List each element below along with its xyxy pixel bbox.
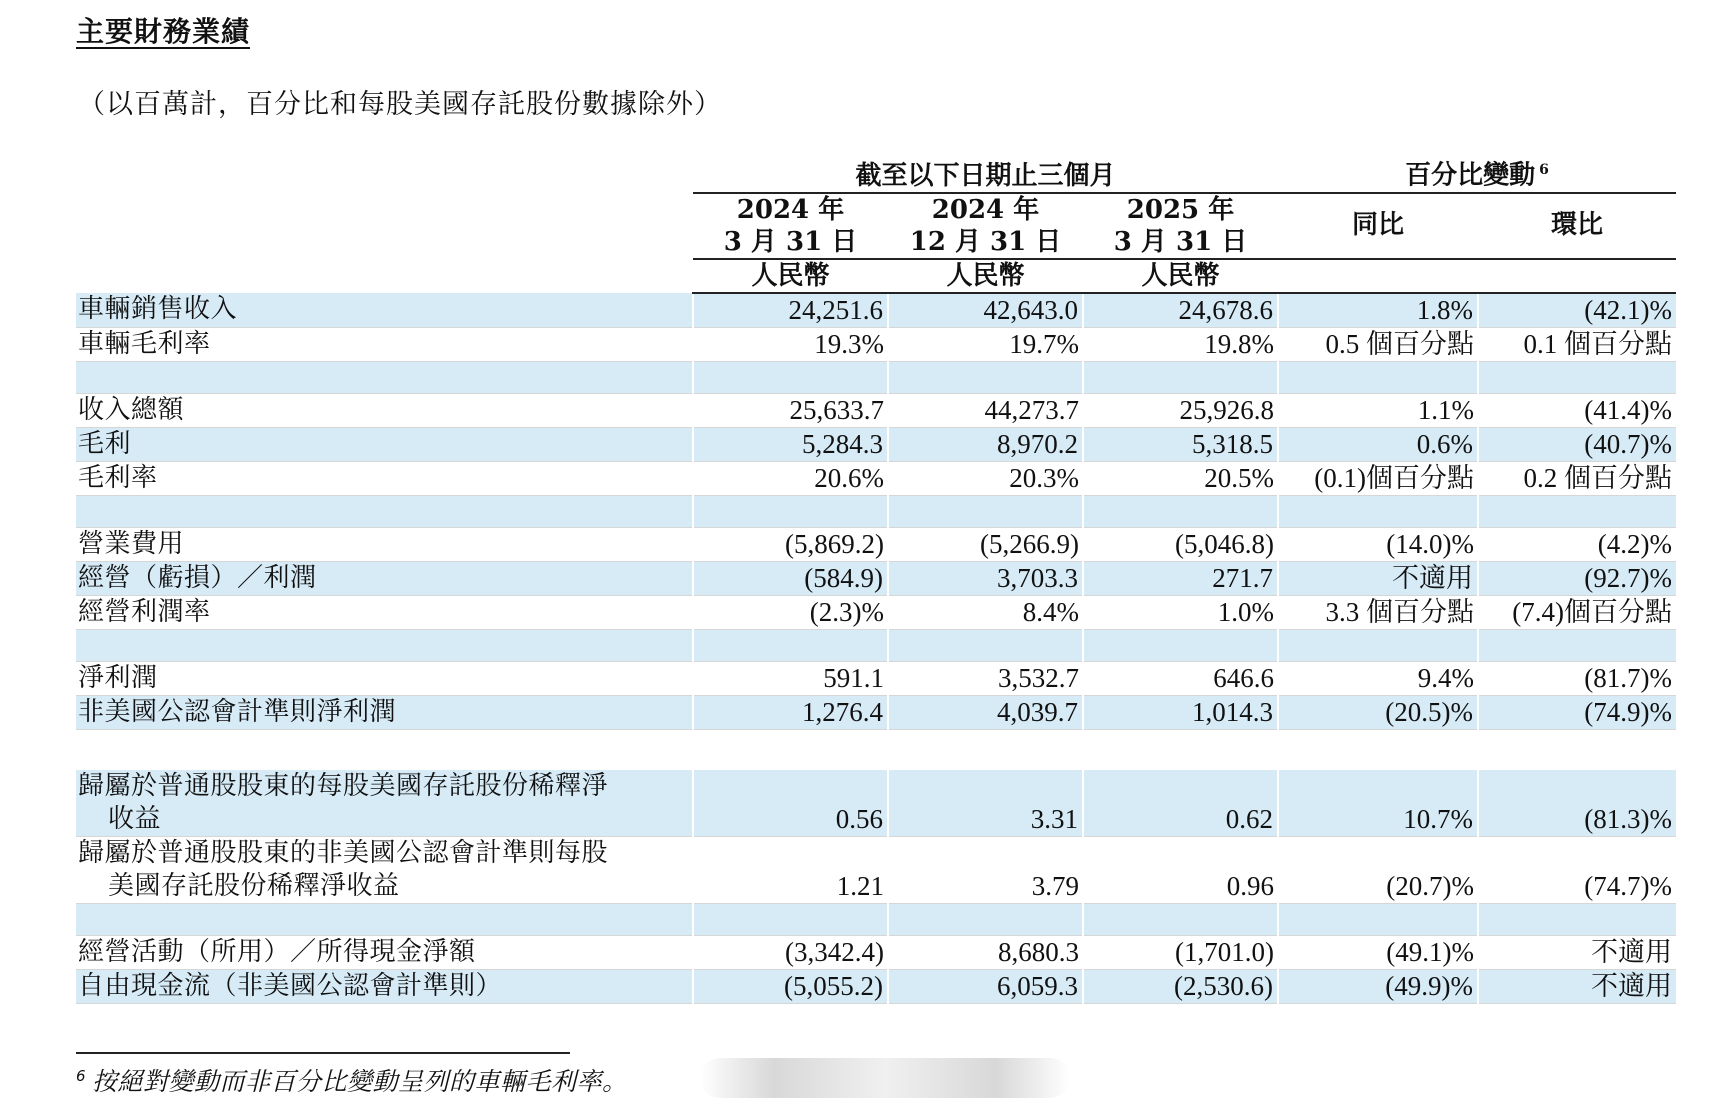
cell-value: 25,633.7 bbox=[693, 393, 888, 427]
cell-value: (5,869.2) bbox=[693, 527, 888, 561]
cell-yoy: 3.3 個百分點 bbox=[1278, 595, 1478, 629]
cell-qoq: (41.4)% bbox=[1478, 393, 1676, 427]
footnote-marker: 6 bbox=[76, 1066, 87, 1085]
cell-yoy: (0.1)個百分點 bbox=[1278, 461, 1478, 495]
header-currency-3: 人民幣 bbox=[1083, 259, 1278, 293]
row-label: 經營利潤率 bbox=[76, 595, 693, 629]
row-label: 淨利潤 bbox=[76, 661, 693, 695]
header-three-months: 截至以下日期止三個月 bbox=[693, 155, 1278, 193]
cell-yoy: 0.5 個百分點 bbox=[1278, 327, 1478, 361]
cell-qoq: (40.7)% bbox=[1478, 427, 1676, 461]
cell-value: 6,059.3 bbox=[888, 969, 1083, 1003]
header-period-row bbox=[76, 193, 1676, 259]
page-title: 主要財務業績 bbox=[76, 15, 251, 48]
cell-qoq: (92.7)% bbox=[1478, 561, 1676, 595]
cell-value: 20.5% bbox=[1083, 461, 1278, 495]
cell-qoq: (81.3)% bbox=[1478, 770, 1676, 837]
cell-value: 1,276.4 bbox=[693, 695, 888, 729]
cell-value: 20.3% bbox=[888, 461, 1083, 495]
header-period-1: 2024 年 3 月 31 日 bbox=[693, 193, 888, 259]
row-label: 營業費用 bbox=[76, 527, 693, 561]
cell-qoq: (81.7)% bbox=[1478, 661, 1676, 695]
row-label: 經營（虧損）／利潤 bbox=[76, 561, 693, 595]
cell-value: 8,970.2 bbox=[888, 427, 1083, 461]
header-currency-1: 人民幣 bbox=[693, 259, 888, 293]
cell-qoq: (4.2)% bbox=[1478, 527, 1676, 561]
row-label: 車輛銷售收入 bbox=[76, 293, 693, 328]
cell-value: (5,046.8) bbox=[1083, 527, 1278, 561]
cell-value: (1,701.0) bbox=[1083, 935, 1278, 969]
spacer-row bbox=[76, 361, 1676, 393]
cell-value: 8,680.3 bbox=[888, 935, 1083, 969]
cell-value: 0.96 bbox=[1083, 836, 1278, 903]
table-row bbox=[76, 427, 1676, 461]
cell-qoq: 0.2 個百分點 bbox=[1478, 461, 1676, 495]
table-row bbox=[76, 327, 1676, 361]
table-row bbox=[76, 595, 1676, 629]
cell-yoy: (20.5)% bbox=[1278, 695, 1478, 729]
cell-value: 19.3% bbox=[693, 327, 888, 361]
header-qoq: 環比 bbox=[1478, 193, 1676, 259]
cell-value: 1.0% bbox=[1083, 595, 1278, 629]
cell-value: 24,251.6 bbox=[693, 293, 888, 328]
cell-value: 5,318.5 bbox=[1083, 427, 1278, 461]
cell-value: 591.1 bbox=[693, 661, 888, 695]
cell-value: 20.6% bbox=[693, 461, 888, 495]
cell-qoq: (74.9)% bbox=[1478, 695, 1676, 729]
row-label: 歸屬於普通股股東的每股美國存託股份稀釋淨 收益 bbox=[76, 770, 693, 837]
cell-value: 25,926.8 bbox=[1083, 393, 1278, 427]
cell-value: 3.79 bbox=[888, 836, 1083, 903]
cell-yoy: 0.6% bbox=[1278, 427, 1478, 461]
header-pct-change: 百分比變動 $^6$ bbox=[1278, 155, 1676, 193]
cell-qoq: 0.1 個百分點 bbox=[1478, 327, 1676, 361]
spacer-row bbox=[76, 729, 1676, 770]
cell-value: 3.31 bbox=[888, 770, 1083, 837]
cell-qoq: (74.7)% bbox=[1478, 836, 1676, 903]
cell-qoq: (7.4)個百分點 bbox=[1478, 595, 1676, 629]
cell-yoy: 不適用 bbox=[1278, 561, 1478, 595]
cell-value: 42,643.0 bbox=[888, 293, 1083, 328]
row-label: 非美國公認會計準則淨利潤 bbox=[76, 695, 693, 729]
header-group-row bbox=[76, 155, 1676, 193]
row-label: 毛利 bbox=[76, 427, 693, 461]
footnote-text: 按絕對變動而非百分比變動呈列的車輛毛利率。 bbox=[92, 1067, 628, 1096]
table-row bbox=[76, 561, 1676, 595]
table-row bbox=[76, 461, 1676, 495]
table-row bbox=[76, 393, 1676, 427]
table-row bbox=[76, 836, 1676, 903]
cell-qoq: 不適用 bbox=[1478, 969, 1676, 1003]
row-label: 車輛毛利率 bbox=[76, 327, 693, 361]
row-label: 毛利率 bbox=[76, 461, 693, 495]
cell-value: 646.6 bbox=[1083, 661, 1278, 695]
cell-yoy: 9.4% bbox=[1278, 661, 1478, 695]
cell-value: 271.7 bbox=[1083, 561, 1278, 595]
cell-value: 0.62 bbox=[1083, 770, 1278, 837]
row-label: 歸屬於普通股股東的非美國公認會計準則每股 美國存託股份稀釋淨收益 bbox=[76, 836, 693, 903]
header-currency-2: 人民幣 bbox=[888, 259, 1083, 293]
table-row bbox=[76, 527, 1676, 561]
cell-value: (3,342.4) bbox=[693, 935, 888, 969]
cell-value: 19.7% bbox=[888, 327, 1083, 361]
footnote-divider bbox=[76, 1052, 570, 1054]
table-row bbox=[76, 935, 1676, 969]
cell-value: 24,678.6 bbox=[1083, 293, 1278, 328]
header-currency-row bbox=[76, 259, 1676, 293]
table-row bbox=[76, 661, 1676, 695]
cell-value: 8.4% bbox=[888, 595, 1083, 629]
row-label: 收入總額 bbox=[76, 393, 693, 427]
footnote bbox=[76, 1062, 628, 1098]
table-row bbox=[76, 695, 1676, 729]
watermark-overlay bbox=[700, 1058, 1070, 1098]
cell-yoy: (20.7)% bbox=[1278, 836, 1478, 903]
cell-value: 5,284.3 bbox=[693, 427, 888, 461]
cell-yoy: (49.1)% bbox=[1278, 935, 1478, 969]
cell-yoy: 1.8% bbox=[1278, 293, 1478, 328]
cell-value: 1.21 bbox=[693, 836, 888, 903]
cell-value: 19.8% bbox=[1083, 327, 1278, 361]
spacer-row bbox=[76, 903, 1676, 935]
financial-results-table bbox=[76, 155, 1676, 1004]
cell-value: (584.9) bbox=[693, 561, 888, 595]
cell-value: 3,703.3 bbox=[888, 561, 1083, 595]
cell-yoy: 10.7% bbox=[1278, 770, 1478, 837]
spacer-row bbox=[76, 629, 1676, 661]
header-period-3: 2025 年 3 月 31 日 bbox=[1083, 193, 1278, 259]
cell-yoy: (49.9)% bbox=[1278, 969, 1478, 1003]
cell-value: 1,014.3 bbox=[1083, 695, 1278, 729]
cell-yoy: 1.1% bbox=[1278, 393, 1478, 427]
cell-value: (2.3)% bbox=[693, 595, 888, 629]
header-period-2: 2024 年 12 月 31 日 bbox=[888, 193, 1083, 259]
cell-value: 44,273.7 bbox=[888, 393, 1083, 427]
cell-value: 4,039.7 bbox=[888, 695, 1083, 729]
spacer-row bbox=[76, 495, 1676, 527]
cell-yoy: (14.0)% bbox=[1278, 527, 1478, 561]
cell-value: 3,532.7 bbox=[888, 661, 1083, 695]
units-note: （以百萬計，百分比和每股美國存託股份數據除外） bbox=[78, 89, 722, 120]
table-row bbox=[76, 969, 1676, 1003]
table-row bbox=[76, 770, 1676, 837]
cell-value: (5,055.2) bbox=[693, 969, 888, 1003]
cell-value: 0.56 bbox=[693, 770, 888, 837]
cell-qoq: 不適用 bbox=[1478, 935, 1676, 969]
cell-qoq: (42.1)% bbox=[1478, 293, 1676, 328]
cell-value: (2,530.6) bbox=[1083, 969, 1278, 1003]
row-label: 自由現金流（非美國公認會計準則） bbox=[76, 969, 693, 1003]
table-row bbox=[76, 293, 1676, 328]
cell-value: (5,266.9) bbox=[888, 527, 1083, 561]
header-yoy: 同比 bbox=[1278, 193, 1478, 259]
row-label: 經營活動（所用）／所得現金淨額 bbox=[76, 935, 693, 969]
